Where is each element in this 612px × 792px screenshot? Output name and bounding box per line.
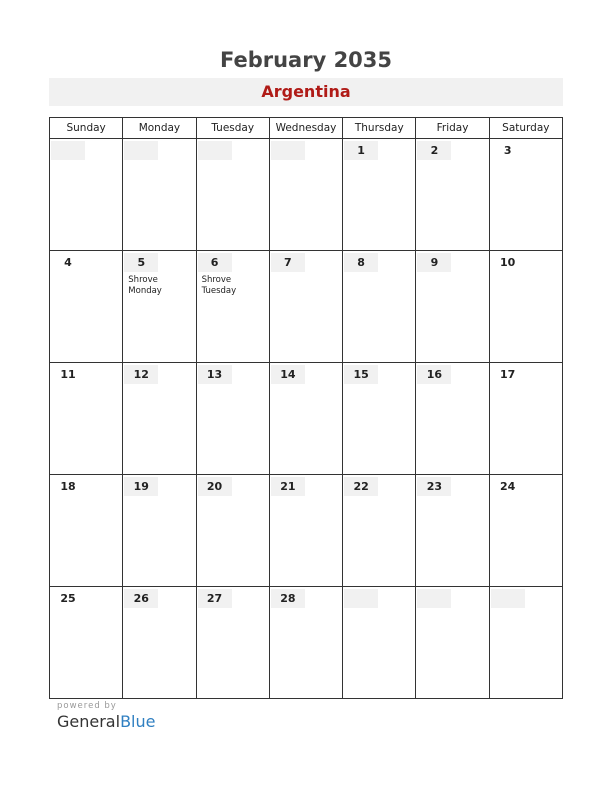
day-number: 17 [491, 365, 525, 384]
weekday-header: Sunday [50, 118, 123, 139]
weekday-header: Saturday [489, 118, 562, 139]
week-row [50, 363, 563, 475]
holiday-label: Shrove Tuesday [201, 275, 237, 296]
footer [57, 701, 155, 731]
day-number: 25 [51, 589, 85, 608]
day-number: 28 [271, 589, 305, 608]
brand-blue: Blue [120, 712, 156, 731]
day-cell[interactable] [343, 139, 416, 251]
weekday-header: Monday [123, 118, 196, 139]
brand-logo[interactable] [57, 712, 155, 731]
day-number: 7 [271, 253, 305, 272]
day-number [344, 589, 378, 608]
day-cell[interactable] [269, 139, 342, 251]
day-number: 22 [344, 477, 378, 496]
powered-by-text: powered by [57, 701, 117, 711]
day-number: 9 [417, 253, 451, 272]
day-number [271, 141, 305, 160]
day-cell[interactable] [489, 139, 562, 251]
day-number: 16 [417, 365, 451, 384]
day-cell[interactable] [343, 251, 416, 363]
day-number: 5 [124, 253, 158, 272]
day-number: 1 [344, 141, 378, 160]
country-name: Argentina [261, 82, 351, 101]
day-number: 12 [124, 365, 158, 384]
day-cell[interactable] [489, 587, 562, 699]
weekday-header-row [50, 118, 563, 139]
weekday-header: Friday [416, 118, 489, 139]
day-cell[interactable] [196, 363, 269, 475]
day-cell[interactable] [50, 587, 123, 699]
day-cell[interactable] [416, 251, 489, 363]
day-number: 20 [198, 477, 232, 496]
day-number: 2 [417, 141, 451, 160]
calendar-grid [49, 117, 563, 699]
weekday-header: Tuesday [196, 118, 269, 139]
day-cell[interactable] [416, 587, 489, 699]
day-cell[interactable] [416, 363, 489, 475]
day-cell[interactable] [50, 363, 123, 475]
day-cell[interactable] [343, 475, 416, 587]
day-number [124, 141, 158, 160]
country-band [49, 78, 563, 106]
day-number: 21 [271, 477, 305, 496]
day-cell[interactable] [343, 587, 416, 699]
day-number: 6 [198, 253, 232, 272]
week-row [50, 139, 563, 251]
day-cell[interactable] [269, 587, 342, 699]
day-number [198, 141, 232, 160]
day-cell[interactable] [50, 251, 123, 363]
day-cell[interactable] [489, 363, 562, 475]
day-number: 11 [51, 365, 85, 384]
day-number: 24 [491, 477, 525, 496]
day-cell[interactable] [416, 139, 489, 251]
day-number [417, 589, 451, 608]
day-cell[interactable] [50, 139, 123, 251]
day-number: 18 [51, 477, 85, 496]
day-cell[interactable] [196, 251, 269, 363]
weekday-header: Wednesday [269, 118, 342, 139]
day-cell[interactable] [343, 363, 416, 475]
day-number: 13 [198, 365, 232, 384]
day-cell[interactable] [269, 363, 342, 475]
holiday-label: Shrove Monday [128, 275, 162, 296]
day-number: 15 [344, 365, 378, 384]
day-cell[interactable] [196, 475, 269, 587]
day-cell[interactable] [489, 475, 562, 587]
day-number: 10 [491, 253, 525, 272]
day-cell[interactable] [123, 363, 196, 475]
week-row [50, 475, 563, 587]
day-number: 3 [491, 141, 525, 160]
day-cell[interactable] [123, 475, 196, 587]
day-number: 4 [51, 253, 85, 272]
brand-general: General [57, 712, 121, 731]
day-number: 27 [198, 589, 232, 608]
day-cell[interactable] [123, 139, 196, 251]
day-cell[interactable] [489, 251, 562, 363]
day-cell[interactable] [123, 251, 196, 363]
day-number [491, 589, 525, 608]
week-row [50, 251, 563, 363]
day-cell[interactable] [123, 587, 196, 699]
week-row [50, 587, 563, 699]
day-cell[interactable] [50, 475, 123, 587]
day-number: 14 [271, 365, 305, 384]
page-title: February 2035 [219, 48, 393, 72]
day-number: 8 [344, 253, 378, 272]
day-cell[interactable] [269, 475, 342, 587]
day-number: 19 [124, 477, 158, 496]
day-cell[interactable] [196, 139, 269, 251]
day-number [51, 141, 85, 160]
day-cell[interactable] [269, 251, 342, 363]
day-number: 23 [417, 477, 451, 496]
day-cell[interactable] [416, 475, 489, 587]
day-cell[interactable] [196, 587, 269, 699]
weekday-header: Thursday [343, 118, 416, 139]
day-number: 26 [124, 589, 158, 608]
